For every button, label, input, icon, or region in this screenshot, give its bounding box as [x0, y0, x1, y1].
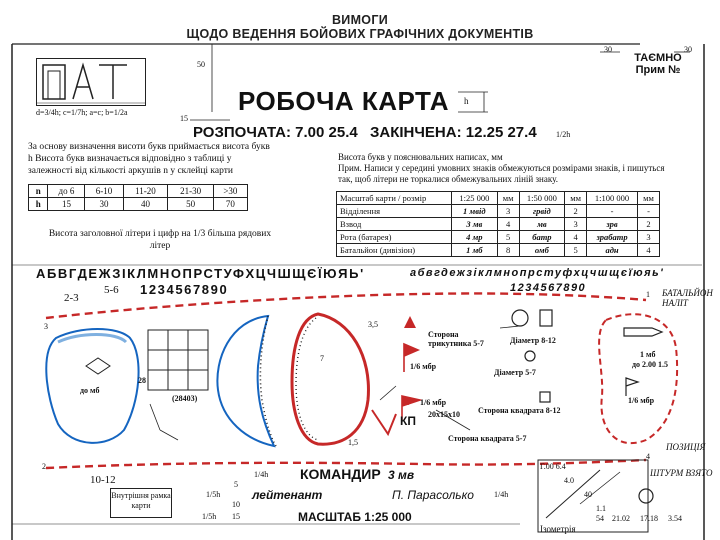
table-cell: 15 — [48, 198, 85, 211]
isometry-coords: Г.00 6.4 — [540, 462, 566, 471]
table-cell: Батальйон (дивізіон) — [337, 244, 452, 257]
blue-crescent — [217, 316, 274, 446]
table-cell: 2 — [638, 218, 660, 231]
date-started: РОЗПОЧАТА: 7.00 25.4 — [193, 124, 358, 141]
table-cell: Взвод — [337, 218, 452, 231]
map-title: РОБОЧА КАРТА — [238, 86, 450, 116]
diameter-label-1: Діаметр 8-12 — [510, 336, 556, 345]
dim-30a: 30 — [604, 45, 612, 54]
table-cell: омб — [519, 244, 565, 257]
handwritten-bottom2: ШТУРМ ВЗЯТО — [650, 468, 713, 478]
isometry-label: Ізометрія — [540, 524, 576, 534]
kp-label: КП — [400, 414, 416, 428]
isometry-note: 1.1 — [596, 504, 606, 513]
flag-label-1: 1/6 мбр — [410, 362, 437, 371]
flag-label-2: 1/6 мбр — [420, 398, 447, 407]
table-cell: 4 — [565, 231, 587, 244]
ring-icon — [639, 489, 653, 503]
edge-num: 3 — [44, 322, 48, 331]
table-cell: - — [587, 205, 638, 218]
table-cell: 6-10 — [85, 185, 123, 198]
table-cell: мм — [565, 192, 587, 205]
isometry-val: 3.54 — [668, 514, 682, 523]
table-cell: адн — [587, 244, 638, 257]
right-note-line1: Висота букв у пояснювальних написах, мм — [338, 152, 503, 162]
handwritten-bottom1: ПОЗИЦІЯ — [666, 442, 706, 452]
stamp-line1: ТАЄМНО — [634, 52, 682, 64]
table-cell: 1:50 000 — [519, 192, 565, 205]
table-cell: зрабатр — [587, 231, 638, 244]
small-num: 1,5 — [348, 438, 358, 447]
table-cell: Масштаб карти / розмір — [337, 192, 452, 205]
kp-sign — [372, 410, 396, 434]
table-cell: 50 — [168, 198, 213, 211]
diameter-label-2: Діаметр 5-7 — [494, 368, 536, 377]
table-cell: 5 — [565, 244, 587, 257]
isometry-note: 40 — [584, 490, 592, 499]
table-cell: 1:100 000 — [587, 192, 638, 205]
isometry-note: 54 — [596, 514, 604, 523]
table-cell: зрв — [587, 218, 638, 231]
table-cell: - — [638, 205, 660, 218]
small-num: 3,5 — [368, 320, 378, 329]
footer-d15h2: 1/5h — [202, 512, 217, 521]
footer-commander: КОМАНДИР — [300, 466, 381, 482]
table-cell: 4 — [497, 218, 519, 231]
dim-30b: 30 — [684, 45, 692, 54]
grid-code: (28403) — [172, 394, 198, 403]
table-cell: 40 — [123, 198, 168, 211]
diameter-circle-2 — [525, 351, 535, 361]
bracket-label-1: 2-3 — [64, 292, 79, 304]
table-cell: >30 — [213, 185, 247, 198]
table-cell: 3 — [565, 218, 587, 231]
footer-d15h: 1/5h — [206, 490, 221, 499]
diamond-sign — [86, 358, 110, 374]
table-cell: 3 мв — [452, 218, 498, 231]
footer-scale: МАСШТАБ 1:25 000 — [298, 510, 412, 524]
table-cell: Рота (батарея) — [337, 231, 452, 244]
table-cell: 5 — [497, 231, 519, 244]
date-ratio: 1/2h — [556, 130, 571, 139]
handwritten-top: БАТАЛЬЙОН НАЛІТ — [662, 288, 713, 308]
table-cell: 4 — [638, 244, 660, 257]
table-cell: 8 — [497, 244, 519, 257]
table-cell: 2 — [565, 205, 587, 218]
bracket-label-2: 5-6 — [104, 284, 119, 296]
isometry-val: 17.18 — [640, 514, 658, 523]
alphabet-upper: АБВГДЕЖЗІКЛМНОПРСТУФХЦЧШЩЄЇЮЯЬ' — [36, 266, 365, 281]
digits-lower: 1234567890 — [510, 282, 587, 294]
square-sign-2 — [540, 392, 550, 402]
table-cell: h — [29, 198, 48, 211]
edge-num: 4 — [646, 452, 650, 461]
table-cell: до 6 — [48, 185, 85, 198]
footer-rank: лейтенант — [252, 488, 323, 502]
footer-d15: 15 — [232, 512, 240, 521]
unit-sign-right — [624, 328, 662, 336]
table-cell: 4 мр — [452, 231, 498, 244]
header-line2: ЩОДО ВЕДЕННЯ БОЙОВИХ ГРАФІЧНИХ ДОКУМЕНТІВ — [186, 27, 534, 41]
right-unit-l2: до 2.00 1.5 — [632, 360, 669, 369]
edge-num: 1 — [646, 290, 650, 299]
red-boundary-top — [46, 293, 646, 318]
small-num: 7 — [320, 354, 324, 363]
table-cell: батр — [519, 231, 565, 244]
dim-15: 15 — [180, 114, 188, 123]
square-label-2: Сторона квадрата 5-7 — [448, 434, 527, 443]
title-h-label: h — [464, 96, 469, 106]
mid-note: Висота заголовної літери і цифр на 1/3 більша рядових літер — [48, 229, 272, 251]
table-cell: Відділення — [337, 205, 452, 218]
font-formula: d=3/4h; c=1/7h; a=c; b=1/2a — [36, 108, 128, 117]
table-cell: 1 мвід — [452, 205, 498, 218]
right-unit-l1: 1 мб — [640, 350, 656, 359]
table-cell: 3 — [497, 205, 519, 218]
alphabet-lower: абвгдежзіклмнопрстуфхцчшщєїюяь' — [410, 267, 665, 279]
isometry-val: 21.02 — [612, 514, 630, 523]
blue-area-label: до мб — [80, 386, 100, 395]
flag-sign-3 — [626, 378, 638, 396]
diameter-circle-1 — [512, 310, 528, 326]
square-sign-1 — [540, 310, 552, 326]
flag2-num: 5 — [406, 398, 410, 407]
kp-size: 20x15x10 — [428, 410, 460, 419]
right-unit-flag: 1/6 мбр — [628, 396, 655, 405]
table-cell: мм — [638, 192, 660, 205]
header-line1: ВИМОГИ — [331, 13, 389, 27]
right-note-line2: Прим. Написи у середині умовних знаків обмежуються розмірами знаків, і пишуться так, щоб літери не торкалися обмежувальних ліній знаку. — [338, 163, 665, 184]
footer-d5: 5 — [234, 480, 238, 489]
table-cell: 3 — [638, 231, 660, 244]
table-cell: 1 мб — [452, 244, 498, 257]
table-cell: 21-30 — [168, 185, 213, 198]
dim-50: 50 — [197, 60, 205, 69]
footer-d14: 1/4h — [254, 470, 269, 479]
date-ended: ЗАКІНЧЕНА: 12.25 27.4 — [370, 124, 537, 141]
table-cell: 30 — [85, 198, 123, 211]
edge-num: 2 — [42, 462, 46, 471]
triangle-sign — [404, 316, 416, 328]
table-cell: мв — [519, 218, 565, 231]
table-cell: 70 — [213, 198, 247, 211]
table-cell: 1:25 000 — [452, 192, 498, 205]
triangle-label: Сторона трикутника 5-7 — [428, 330, 484, 348]
footer-d15h-r: 1/4h — [494, 490, 509, 499]
table-cell: n — [29, 185, 48, 198]
table-cell: грвід — [519, 205, 565, 218]
grid-num: 28 — [138, 376, 146, 385]
isometry-note: 4.0 — [564, 476, 574, 485]
digit-inline: 10-12 — [90, 474, 116, 486]
left-note: За основу визначення висоти букв приймається висота букв h Висота букв визначається відповідно з таблиці у залежності від кількості аркушів n у склейці карти — [28, 142, 270, 176]
footer-d10: 10 — [232, 500, 240, 509]
inner-frame-box: Внутрішня рамка карти — [110, 488, 172, 518]
red-area-right — [599, 314, 677, 443]
footer-name: П. Парасолько — [392, 488, 474, 502]
table-cell: мм — [497, 192, 519, 205]
table-cell: 11-20 — [123, 185, 168, 198]
digits-upper: 1234567890 — [140, 282, 229, 297]
stamp-line2: Прим № — [635, 64, 681, 76]
footer-commander-unit: 3 мв — [388, 468, 415, 482]
grid-squares — [148, 330, 208, 390]
square-label-1: Сторона квадрата 8-12 — [478, 406, 561, 415]
